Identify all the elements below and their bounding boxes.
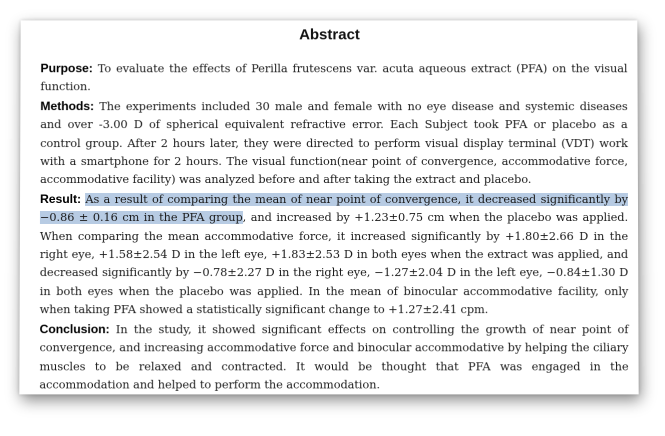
methods-label: Methods:: [40, 98, 95, 113]
conclusion-label: Conclusion:: [39, 321, 110, 336]
conclusion-paragraph: [30, 320, 628, 395]
purpose-paragraph: [31, 59, 627, 97]
methods-paragraph: [31, 97, 628, 190]
result-highlighted-text[interactable]: As a result of comparing the mean of near point of convergence, it decreased significantly by −0.86 ± 0.16 cm in the PFA group: [39, 192, 629, 225]
result-text: , and increased by +1.23±0.75 cm when the placebo was applied. When comparing the mean accommodative force, it increased significantly by +1.80±2.66 D in the right eye, +1.58±2.54 D in the left eye, +1.83±2.53 D in both eyes when the extract was applied, and decreased significantly by −0.78±2.27 D in the right eye, −1.27±2.04 D in the left eye, −0.84±1.30 D in both eyes when the placebo was applied. In the mean of binocular accommodative facility, only when taking PFA showed a statistically significant change to +1.27±2.41 cpm.: [39, 211, 629, 317]
result-paragraph: [31, 190, 629, 320]
abstract-card: [19, 20, 638, 394]
conclusion-text: In the study, it showed significant effects on controlling the growth of near point of convergence, and increasing accommodative force and binocular accommodative by helping the ciliary muscles to be relaxed and contracted. It would be thought that PFA was engaged in the accommodation and helped to perform the accommodation.: [39, 322, 629, 392]
purpose-label: Purpose:: [40, 61, 93, 76]
methods-text: The experiments included 30 male and female with no eye disease and systemic diseases and over -3.00 D of spherical equivalent refractive error. Each Subject took PFA or placebo as a control group. After 2 hours later, they were directed to perform visual display terminal (VDT) work with a smartphone for 2 hours. The visual function(near point of convergence, accommodative force, accommodative facility) was analyzed before and after taking the extract and placebo.: [40, 99, 628, 187]
purpose-text: To evaluate the effects of Perilla frutescens var. acuta aqueous extract (PFA) on the visual function.: [40, 62, 628, 94]
abstract-title: Abstract: [299, 26, 360, 44]
result-label: Result:: [40, 191, 82, 206]
